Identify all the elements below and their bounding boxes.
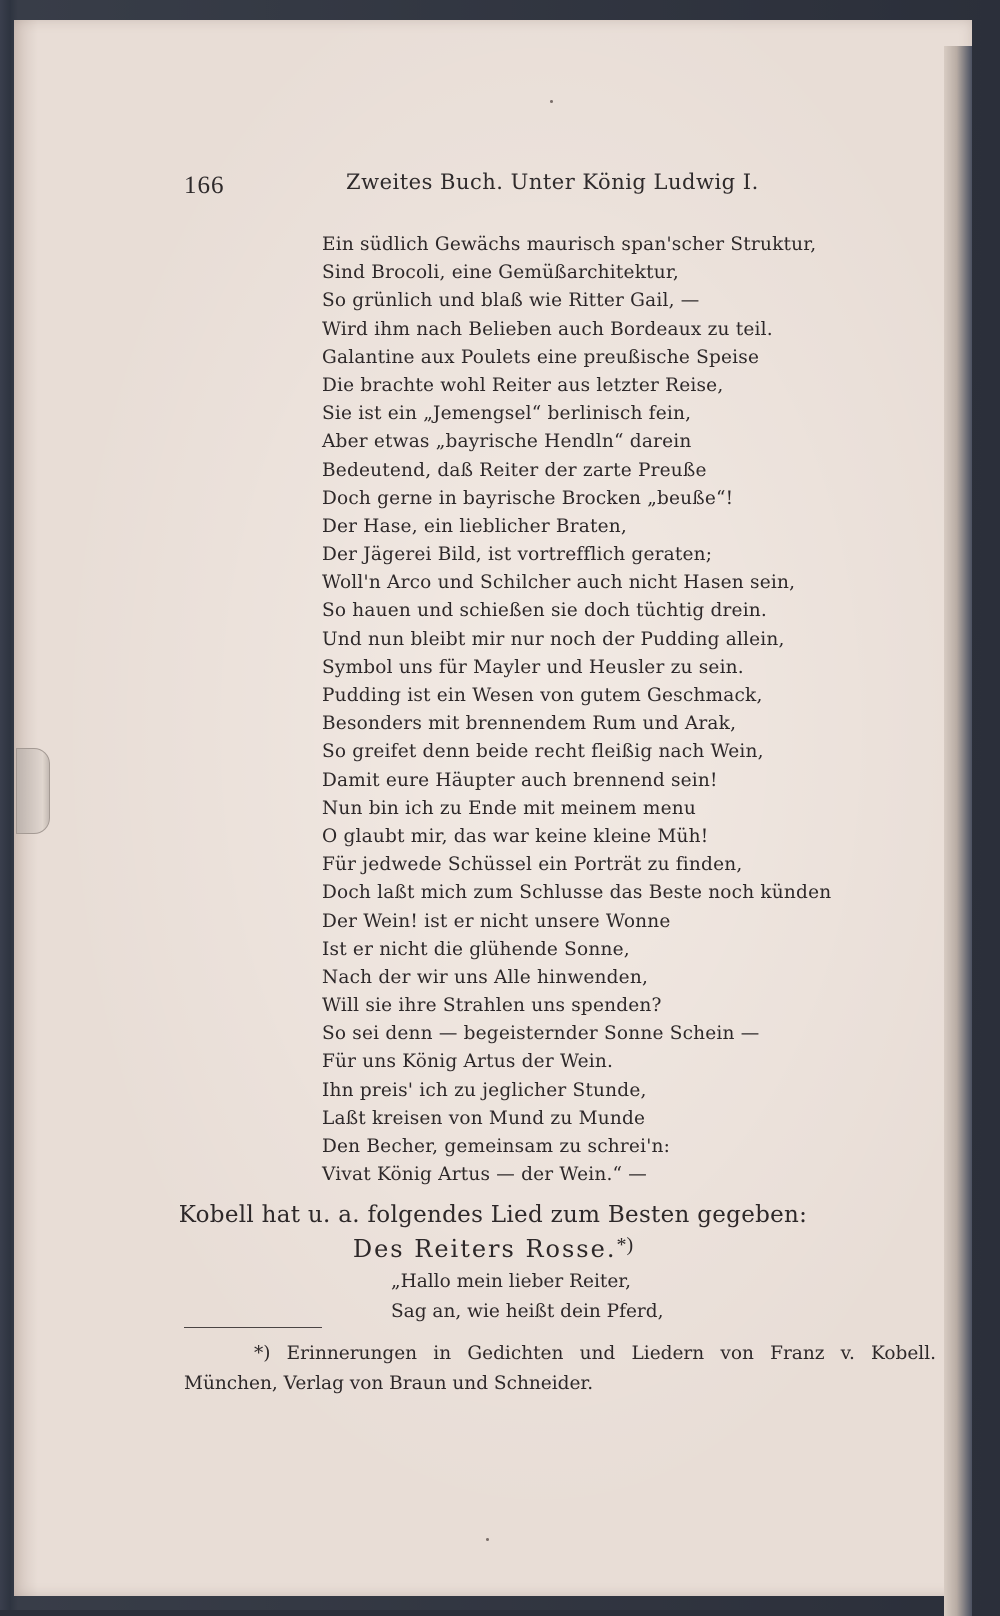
song-title-text: Des Reiters Rosse. [352,1235,617,1263]
page-number: 166 [184,172,225,199]
poem-line: Den Becher, gemeinsam zu schrei'n: [322,1136,671,1157]
poem-line: Die brachte wohl Reiter aus letzter Reise, [322,374,724,396]
poem-line: Pudding ist ein Wesen von gutem Geschmack, [322,685,763,706]
poem-line: Und nun bleibt mir nur noch der Pudding allein, [322,628,785,650]
page-clip-tab [16,748,50,834]
poem-line: Besonders mit brennendem Rum und Arak, [322,713,737,735]
footnote-divider [184,1327,322,1328]
song-title [14,1234,972,1263]
poem-line: Der Wein! ist er nicht unsere Wonne [322,910,671,932]
footnote-line: *) Erinnerungen in Gedichten und Liedern von Franz v. Kobell. [254,1343,936,1364]
song-block [391,1267,663,1327]
poem-line: Ist er nicht die glühende Sonne, [322,938,630,960]
paper-speck [550,100,553,103]
poem-line: So hauen und schießen sie doch tüchtig drein. [322,600,768,622]
poem-line: Für uns König Artus der Wein. [322,1051,614,1073]
page-edge-shadow [944,46,972,1616]
poem-line: Sind Brocoli, eine Gemüßarchitektur, [322,262,679,284]
poem-line: Aber etwas „bayrische Hendln“ darein [322,431,692,453]
poem-line: Symbol uns für Mayler und Heusler zu sein. [322,656,744,678]
poem-line: Nach der wir uns Alle hinwenden, [322,966,649,988]
poem-line: O glaubt mir, das war keine kleine Müh! [322,825,709,847]
poem-line: Doch gerne in bayrische Brocken „beuße“! [322,487,734,509]
poem-line: Damit eure Häupter auch brennend sein! [322,769,718,791]
poem-line: Wird ihm nach Belieben auch Bordeaux zu teil. [322,318,773,340]
poem-line: Ein südlich Gewächs maurisch span'scher Struktur, [322,234,817,255]
poem-line: Der Jägerei Bild, ist vortrefflich geraten; [322,544,713,566]
poem-line: Woll'n Arco und Schilcher auch nicht Hasen sein, [322,572,796,594]
poem-line: Will sie ihre Strahlen uns spenden? [322,995,662,1017]
poem-line: Doch laßt mich zum Schlusse das Beste noch künden [322,882,832,904]
song-line: „Hallo mein lieber Reiter, [391,1271,631,1292]
poem-line: Galantine aux Poulets eine preußische Speise [322,346,760,368]
footnote [184,1339,936,1399]
poem-line: Nun bin ich zu Ende mit meinem menu [322,797,696,819]
poem-line: Bedeutend, daß Reiter der zarte Preuße [322,459,707,481]
poem-line: Ihn preis' ich zu jeglicher Stunde, [322,1079,647,1101]
poem-block [322,231,882,1189]
poem-line: Vivat König Artus — der Wein.“ — [322,1164,647,1186]
running-head-title: Zweites Buch. Unter König Ludwig I. [346,170,759,194]
poem-line: So sei denn — begeisternder Sonne Schein — [322,1023,760,1045]
footnote-reference: *) [616,1234,634,1256]
page-sheet [14,20,972,1596]
poem-line: So grünlich und blaß wie Ritter Gail, — [322,290,700,312]
narration-line: Kobell hat u. a. folgendes Lied zum Besten gegeben: [178,1202,808,1228]
poem-line: Der Hase, ein lieblicher Braten, [322,515,627,537]
poem-line: Für jedwede Schüssel ein Porträt zu finden, [322,854,743,876]
song-line: Sag an, wie heißt dein Pferd, [391,1301,664,1322]
paper-speck [486,1538,489,1541]
poem-line: So greifet denn beide recht fleißig nach Wein, [322,741,764,763]
footnote-line: München, Verlag von Braun und Schneider. [184,1373,594,1394]
running-head [14,170,972,206]
poem-line: Sie ist ein „Jemengsel“ berlinisch fein, [322,403,692,425]
poem-line: Laßt kreisen von Mund zu Munde [322,1107,646,1129]
